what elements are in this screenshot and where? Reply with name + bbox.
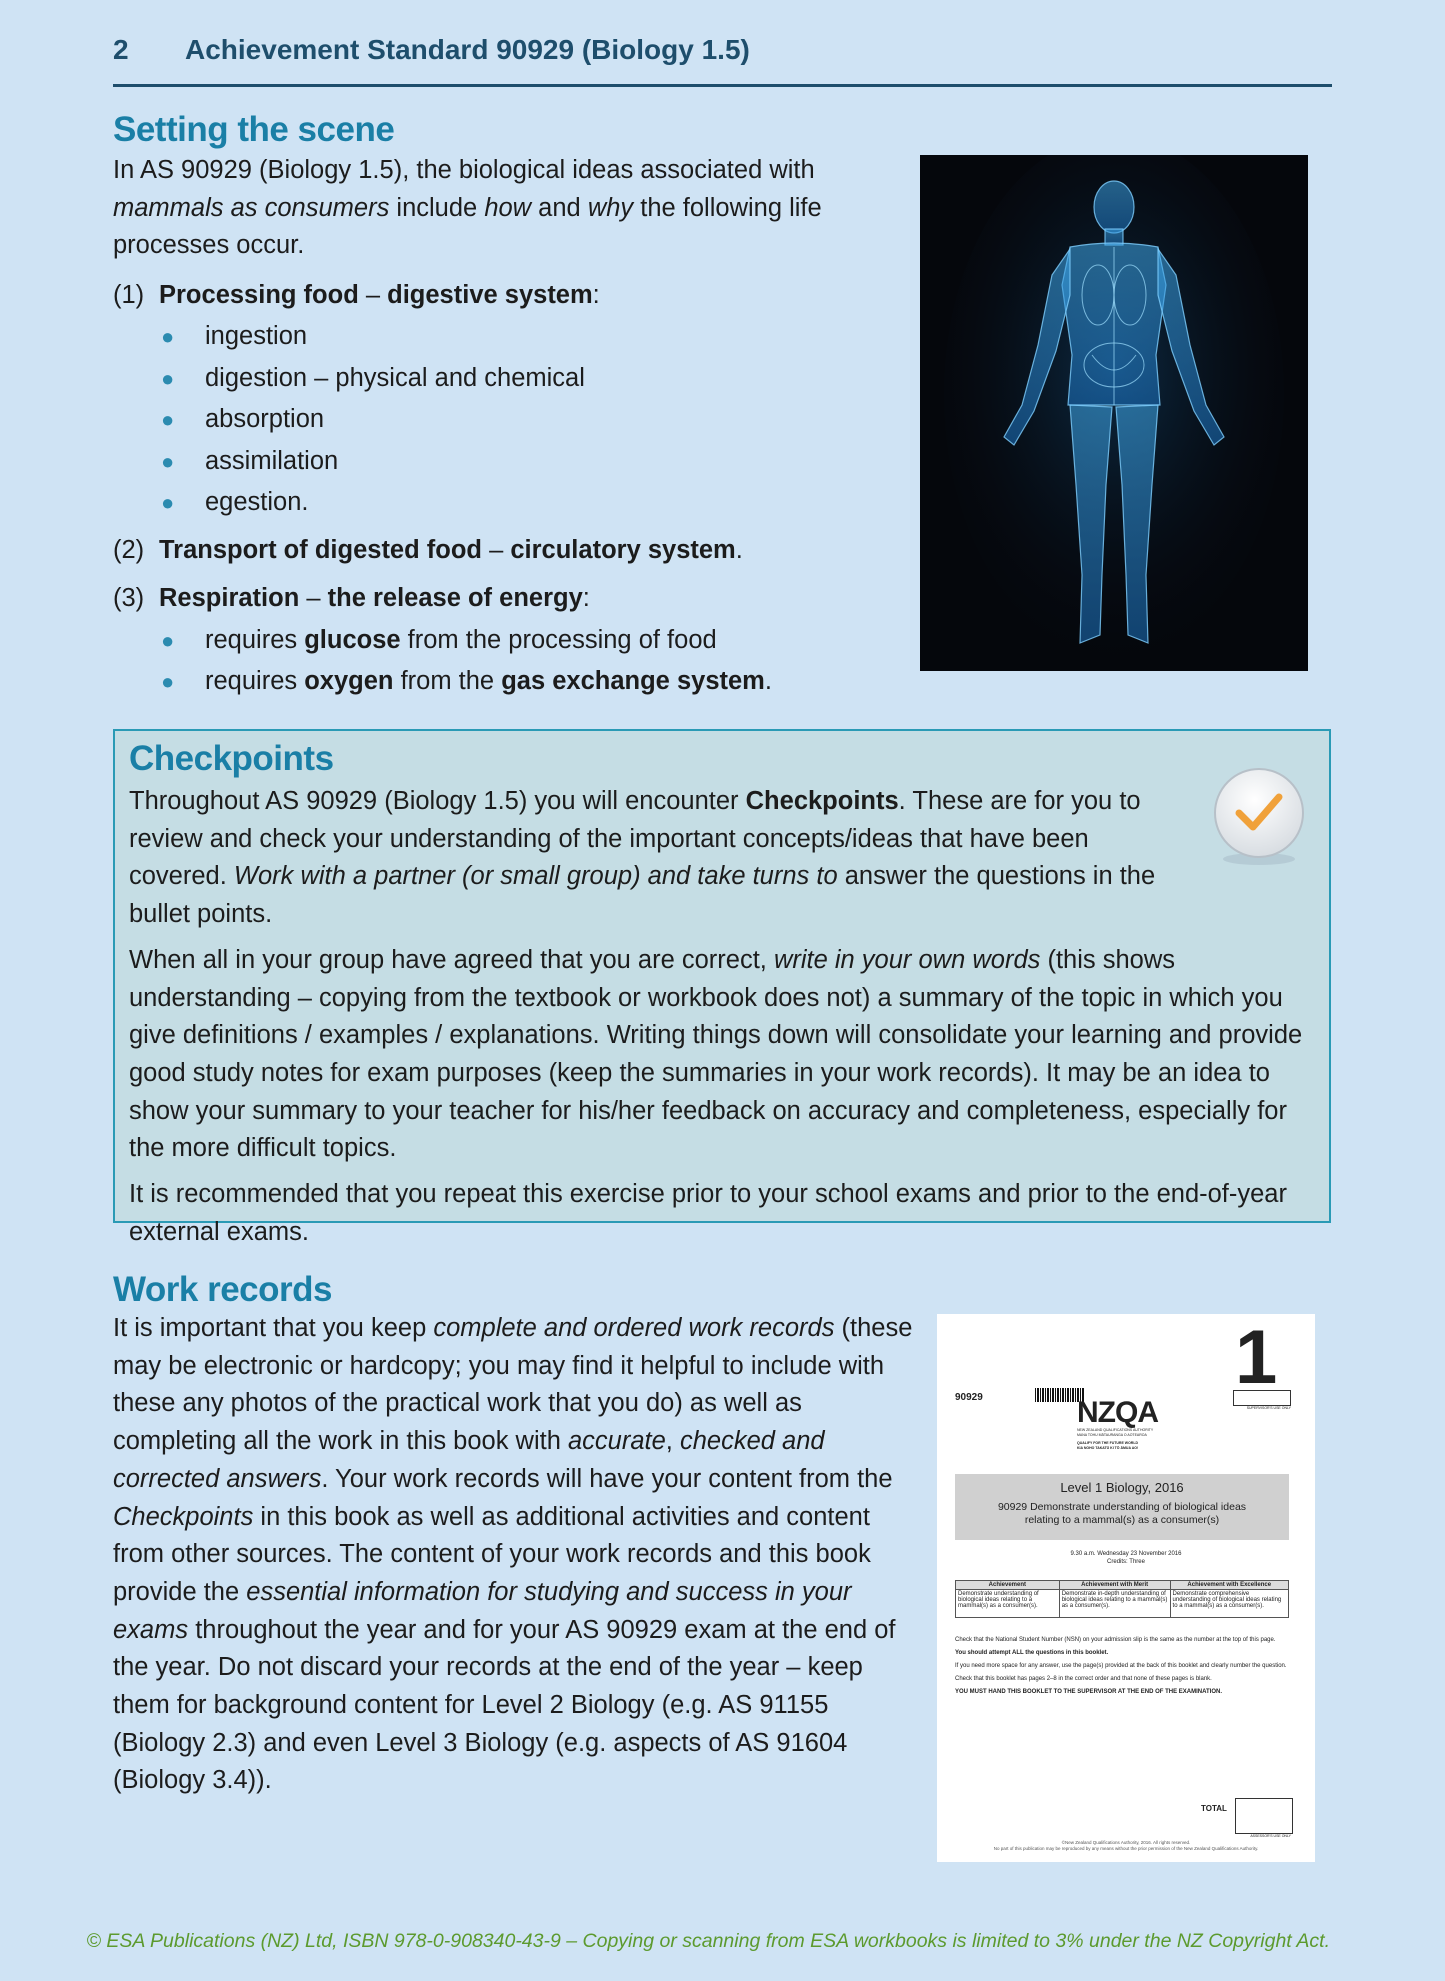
- booklet-total-box: [1235, 1798, 1293, 1834]
- list-item-respiration: (3) Respiration – the release of energy:: [113, 584, 590, 612]
- page-number: 2: [113, 34, 129, 65]
- list-item: ● requires oxygen from the gas exchange system.: [161, 667, 772, 695]
- page-header: [113, 34, 1332, 87]
- booklet-number: 1: [1235, 1315, 1278, 1400]
- nzqa-logo: NZQA: [1077, 1396, 1158, 1429]
- booklet-instructions: Check that the National Student Number (NSN) on your admission slip is the same as the number at the top of this page. You should attempt ALL the questions in this booklet. If you need more space for any answer, use the page(s) provided at the back of this booklet and clearly number the question. Check that this booklet has pages 2–8 in the correct order and that none of these pages is blank. YOU MUST HAND THIS BOOKLET TO THE SUPERVISOR AT THE END OF THE EXAMINATION.: [955, 1637, 1287, 1695]
- booklet-total-label: TOTAL: [1201, 1804, 1227, 1813]
- exam-booklet-image: [937, 1314, 1315, 1862]
- booklet-standard: 90929 Demonstrate understanding of biological ideas relating to a mammal(s) as a consumer(s): [997, 1501, 1247, 1526]
- checkpoints-heading: Checkpoints: [129, 739, 334, 778]
- booklet-title-band: [955, 1474, 1289, 1540]
- setting-section: [113, 152, 913, 703]
- list-item: ● digestion – physical and chemical: [161, 363, 585, 392]
- checkpoints-box: [113, 729, 1331, 1246]
- list-item: ● absorption: [161, 405, 325, 433]
- list-item: ● ingestion: [161, 322, 308, 350]
- supervisor-use-label: SUPERVISOR'S USE ONLY: [1246, 1406, 1291, 1410]
- booklet-criteria-table: Achievement Achievement with Merit Achievement with Excellence Demonstrate understanding of biological ideas relating to a mammal(s) as a consumer(s). Demonstrate in-depth understanding of biological ideas relating to a mammal(s) as a consumer(s). Demonstrate comprehensive understanding of biological ideas relating to a mammal(s) as a consumer(s).: [955, 1580, 1289, 1618]
- checkpoints-paragraph-3: It is recommended that you repeat this exercise prior to your school exams and prior to the end-of-year external exams.: [129, 1180, 1287, 1246]
- booklet-number-box: [1233, 1390, 1291, 1406]
- list-item-processing-food: (1) Processing food – digestive system:: [113, 280, 600, 309]
- booklet-time: 9.30 a.m. Wednesday 23 November 2016 Credits: Three: [1070, 1551, 1182, 1565]
- nzqa-logo-subtitle: NEW ZEALAND QUALIFICATIONS AUTHORITY MANA TOHU MĀTAURANGA O AOTEAROA QUALIFY FOR THE FUTURE WORLD KIA NOHO TAKATŪ KI TŌ ĀMUA AO!: [1077, 1428, 1154, 1450]
- digestive-bullets: [113, 316, 913, 524]
- respiration-bullets: [113, 620, 913, 703]
- list-item: ● assimilation: [161, 446, 339, 475]
- human-body-xray-image: [920, 155, 1308, 671]
- list-item-transport: (2) Transport of digested food – circulatory system.: [113, 535, 743, 564]
- list-item: ● requires glucose from the processing of food: [161, 625, 717, 654]
- list-item: ● egestion.: [161, 488, 309, 516]
- setting-heading: Setting the scene: [113, 110, 395, 149]
- page-footer: © ESA Publications (NZ) Ltd, ISBN 978-0-908340-43-9 – Copying or scanning from ESA workbooks is limited to 3% under the NZ Copyright Act.: [86, 1930, 1330, 1952]
- checkpoints-paragraph-1: Throughout AS 90929 (Biology 1.5) you will encounter Checkpoints. These are for you to review and check your understanding of the important concepts/ideas that have been covered. Work with a partner (or small group) and take turns to answer the questions in the bullet points.: [129, 787, 1156, 929]
- assessor-use-label: ASSESSOR'S USE ONLY: [1250, 1834, 1291, 1838]
- work-records-text: It is important that you keep complete and ordered work records (these may be electronic or hardcopy; you may find it helpful to include with these any photos of the practical work that you do) as well as completing all the work in this book with accurate, checked and corrected answers. Your work records will have your content from the Checkpoints in this book as well as additional activities and content from other sources. The content of your work records and this book provide the essential information for studying and success in your exams throughout the year and for your AS 90929 exam at the end of the year. Do not discard your records at the end of the year – keep them for background content for Level 2 Biology (e.g. AS 91155 (Biology 2.3) and even Level 3 Biology (e.g. aspects of AS 91604 (Biology 3.4)).: [113, 1314, 913, 1795]
- booklet-level: Level 1 Biology, 2016: [1060, 1480, 1184, 1495]
- checkpoints-paragraph-2: When all in your group have agreed that you are correct, write in your own words (this shows understanding – copying from the textbook or workbook does not) a summary of the topic in which you give definitions / examples / explanations. Writing things down will consolidate your learning and provide good study notes for exam purposes (keep the summaries in your work records). It may be an idea to show your summary to your teacher for his/her feedback on accuracy and completeness, especially for the more difficult topics.: [129, 945, 1303, 1163]
- booklet-copyright: ©New Zealand Qualifications Authority, 2016. All rights reserved. No part of this publication may be reproduced by any means without the prior permission of the New Zealand Qualifications Authority.: [993, 1840, 1259, 1851]
- booklet-code: 90929: [955, 1392, 983, 1403]
- setting-intro: In AS 90929 (Biology 1.5), the biological ideas associated with mammals as consumers include how and why the following life processes occur.: [113, 156, 822, 259]
- checkpoints-text: [129, 783, 1319, 1251]
- work-records-heading: Work records: [113, 1270, 332, 1309]
- page-header-title: Achievement Standard 90929 (Biology 1.5): [185, 34, 750, 65]
